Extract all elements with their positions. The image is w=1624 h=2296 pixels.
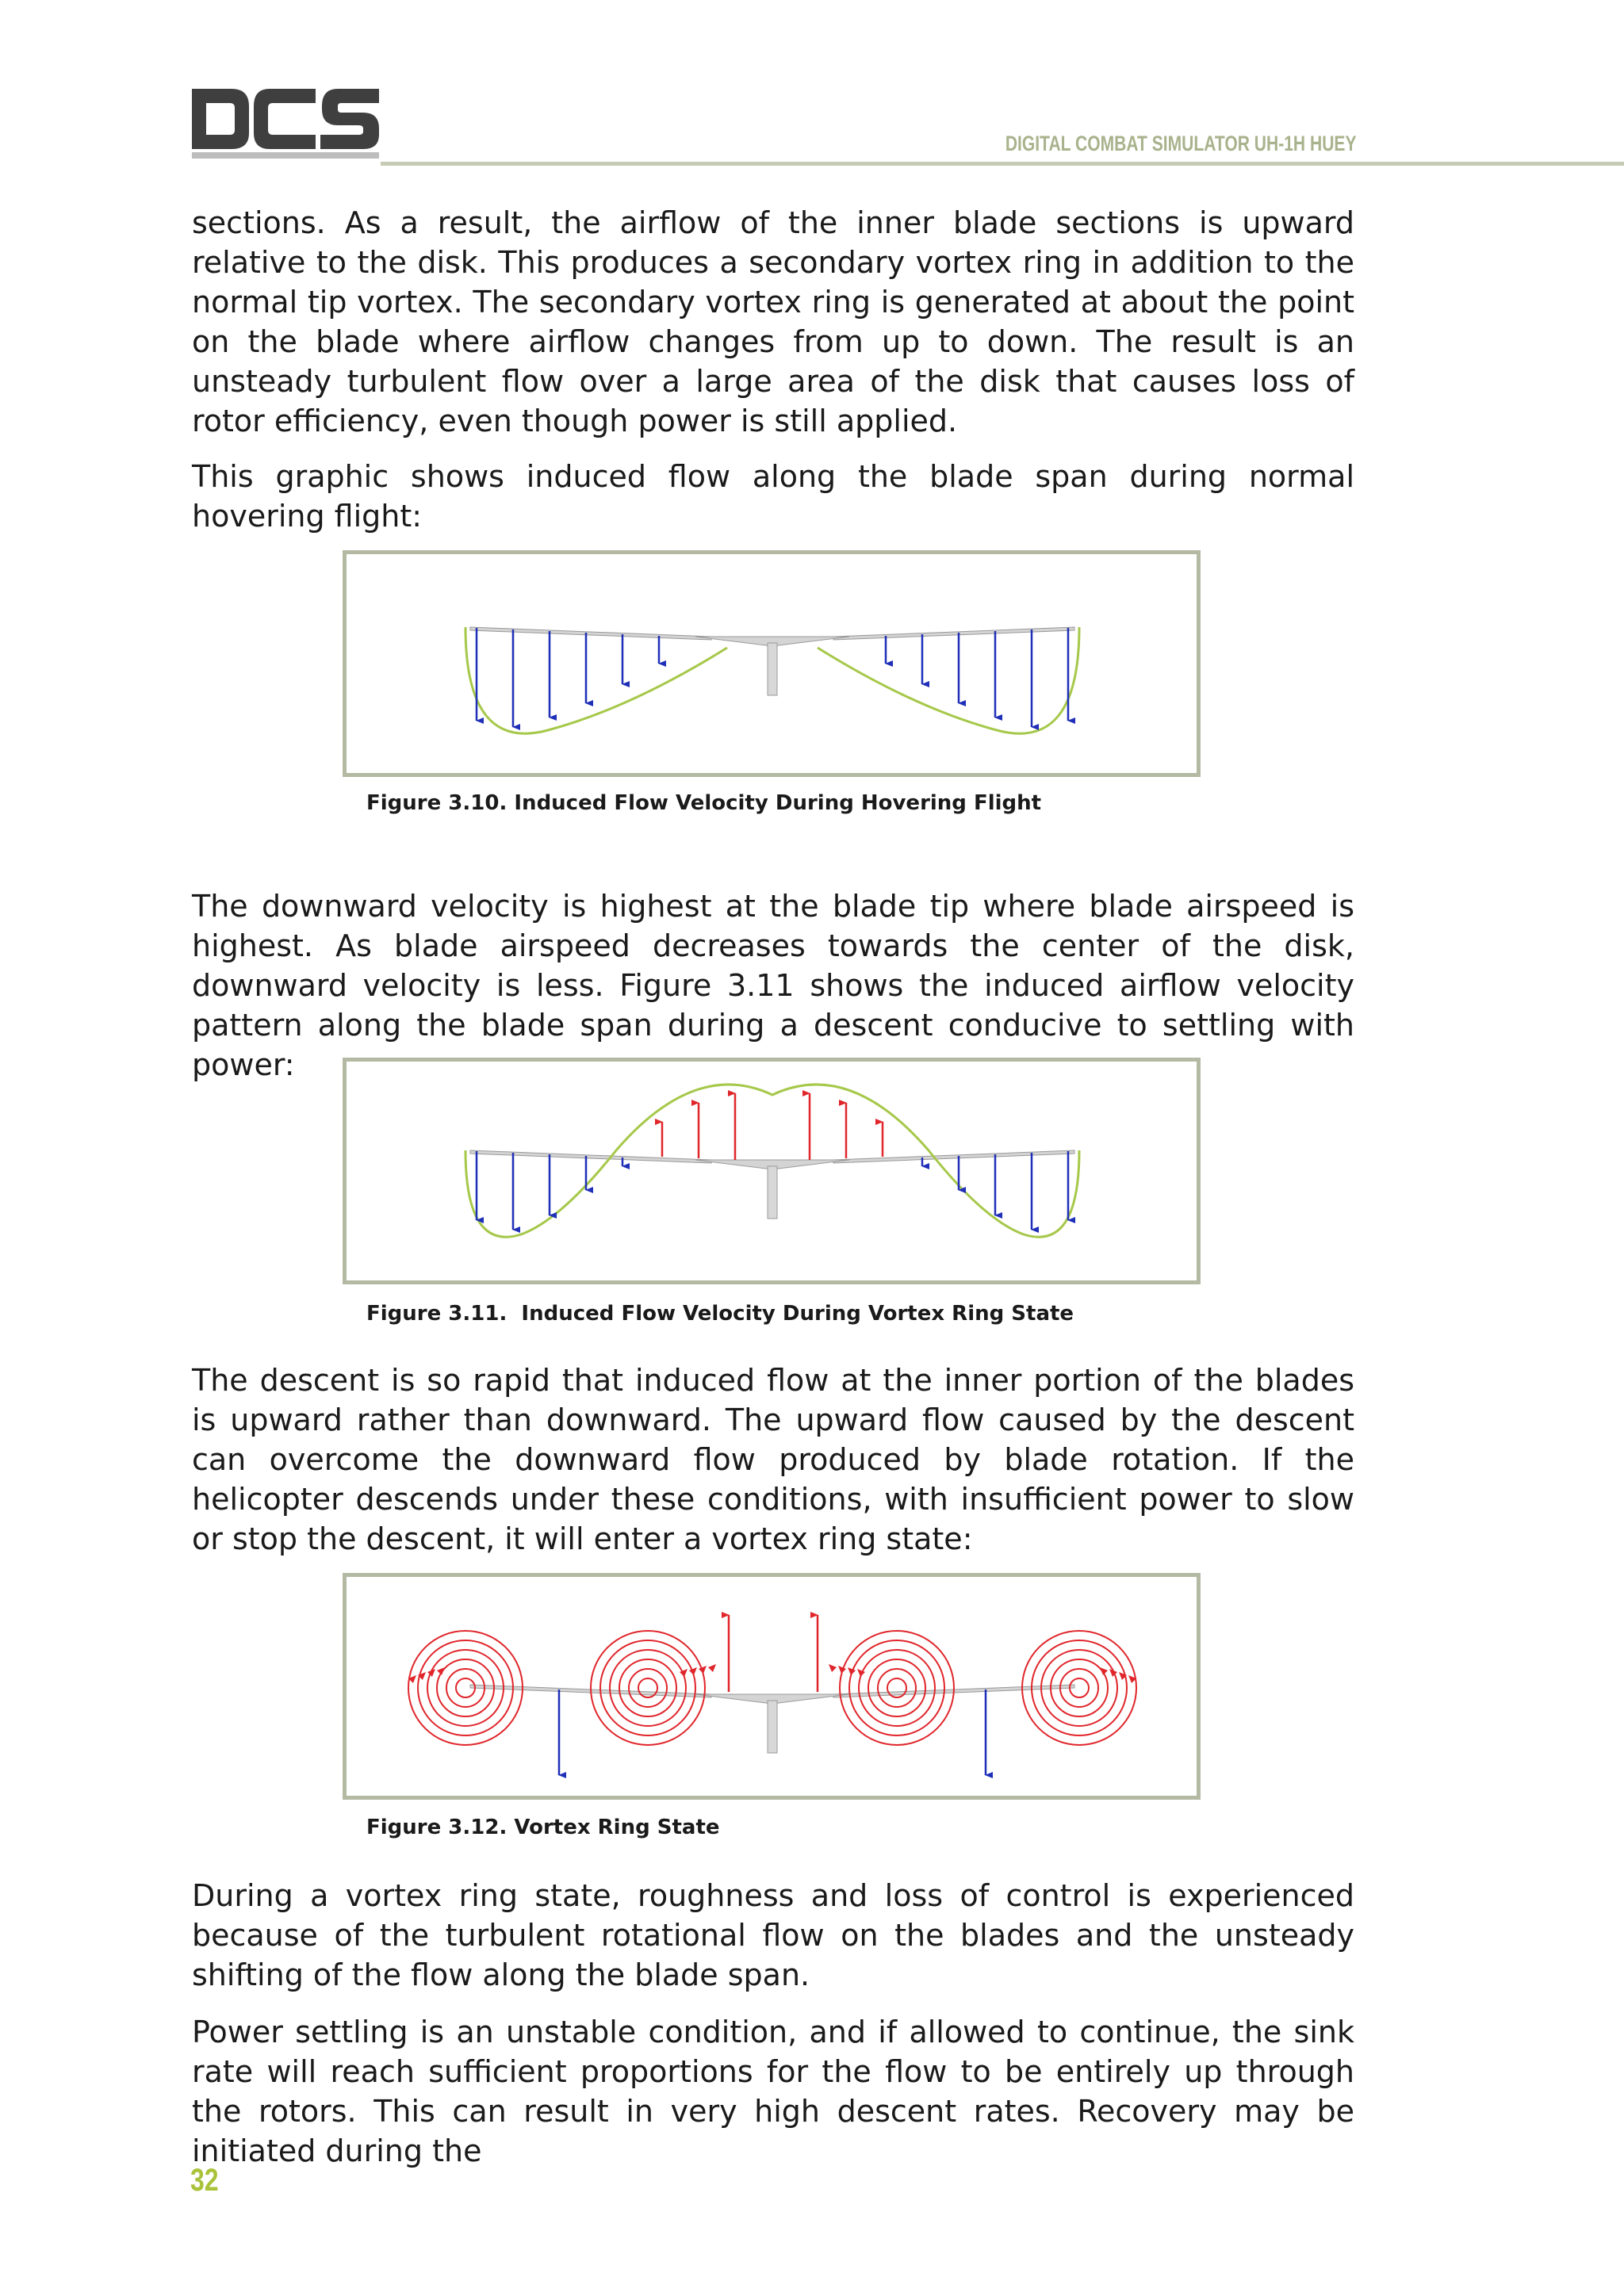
paragraph-4: The descent is so rapid that induced flow at the inner portion of the blades is upward rather than downward. The upward flow caused by the descent can overcome the downward flow produced by blade rotation. If the helicopter descends under these conditions, with insufficient power to slow or stop the descent, it will enter a vortex ring state: (192, 1363, 1354, 1556)
paragraph-5: During a vortex ring state, roughness and loss of control is experienced because of the turbulent rotational flow on the blades and the unsteady shifting of the flow along the blade span. (192, 1878, 1354, 1992)
left-blade (470, 627, 711, 640)
figure-3-10-caption: Figure 3.10. Induced Flow Velocity During Hovering Flight (366, 791, 1042, 815)
left-blade (470, 1150, 711, 1163)
right-blade (833, 627, 1074, 640)
rotor-mast (768, 1166, 777, 1219)
paragraph-2: This graphic shows induced flow along the blade span during normal hovering flight: (192, 459, 1354, 534)
header-rule (381, 162, 1624, 166)
induced-flow-curve-left (465, 627, 727, 733)
induced-flow-curve-right (818, 627, 1079, 733)
up-arrow-icon (662, 1093, 883, 1160)
up-arrow-icon (408, 1664, 1136, 1683)
rotor-mast (768, 1701, 777, 1753)
up-arrow-icon (729, 1615, 818, 1692)
paragraph-6: Power settling is an unstable condition, and if allowed to continue, the sink rate will reach sufficient proportions for the flow to be entirely up through the rotors. This can result in very high descent rates. Recovery may be initiated during the (192, 2015, 1354, 2168)
vortex-ring-3 (840, 1631, 954, 1745)
paragraph-3: The downward velocity is highest at the blade tip where blade airspeed is highest. As blade airspeed decreases towards the center of the disk, downward velocity is less. Figure 3.11 shows the induced airflow velocity pattern along the blade span during a descent conducive to settling with power: (192, 889, 1354, 1082)
figure-3-12-caption: Figure 3.12. Vortex Ring State (366, 1816, 720, 1839)
figure-3-10 (343, 550, 1201, 777)
page-number: 32 (190, 2163, 219, 2198)
rotor-mast (768, 643, 777, 695)
vortex-ring-2 (591, 1631, 705, 1745)
paragraph-1: sections. As a result, the airflow of the inner blade sections is upward relative to the disk. This produces a secondary vortex ring in addition to the normal tip vortex. The secondary vortex ring is generated at about the point on the blade where airflow changes from up to down. The result is an unsteady turbulent flow over a large area of the disk that causes loss of rotor efficiency, even though power is still applied. (192, 205, 1354, 438)
right-blade (833, 1150, 1074, 1163)
header-title: DIGITAL COMBAT SIMULATOR UH-1H HUEY (1005, 132, 1356, 155)
figure-3-11-caption: Figure 3.11. Induced Flow Velocity During Vortex Ring State (366, 1302, 1074, 1326)
figure-3-11 (343, 1058, 1201, 1284)
figure-3-12 (343, 1573, 1201, 1800)
dcs-logo (190, 86, 381, 162)
